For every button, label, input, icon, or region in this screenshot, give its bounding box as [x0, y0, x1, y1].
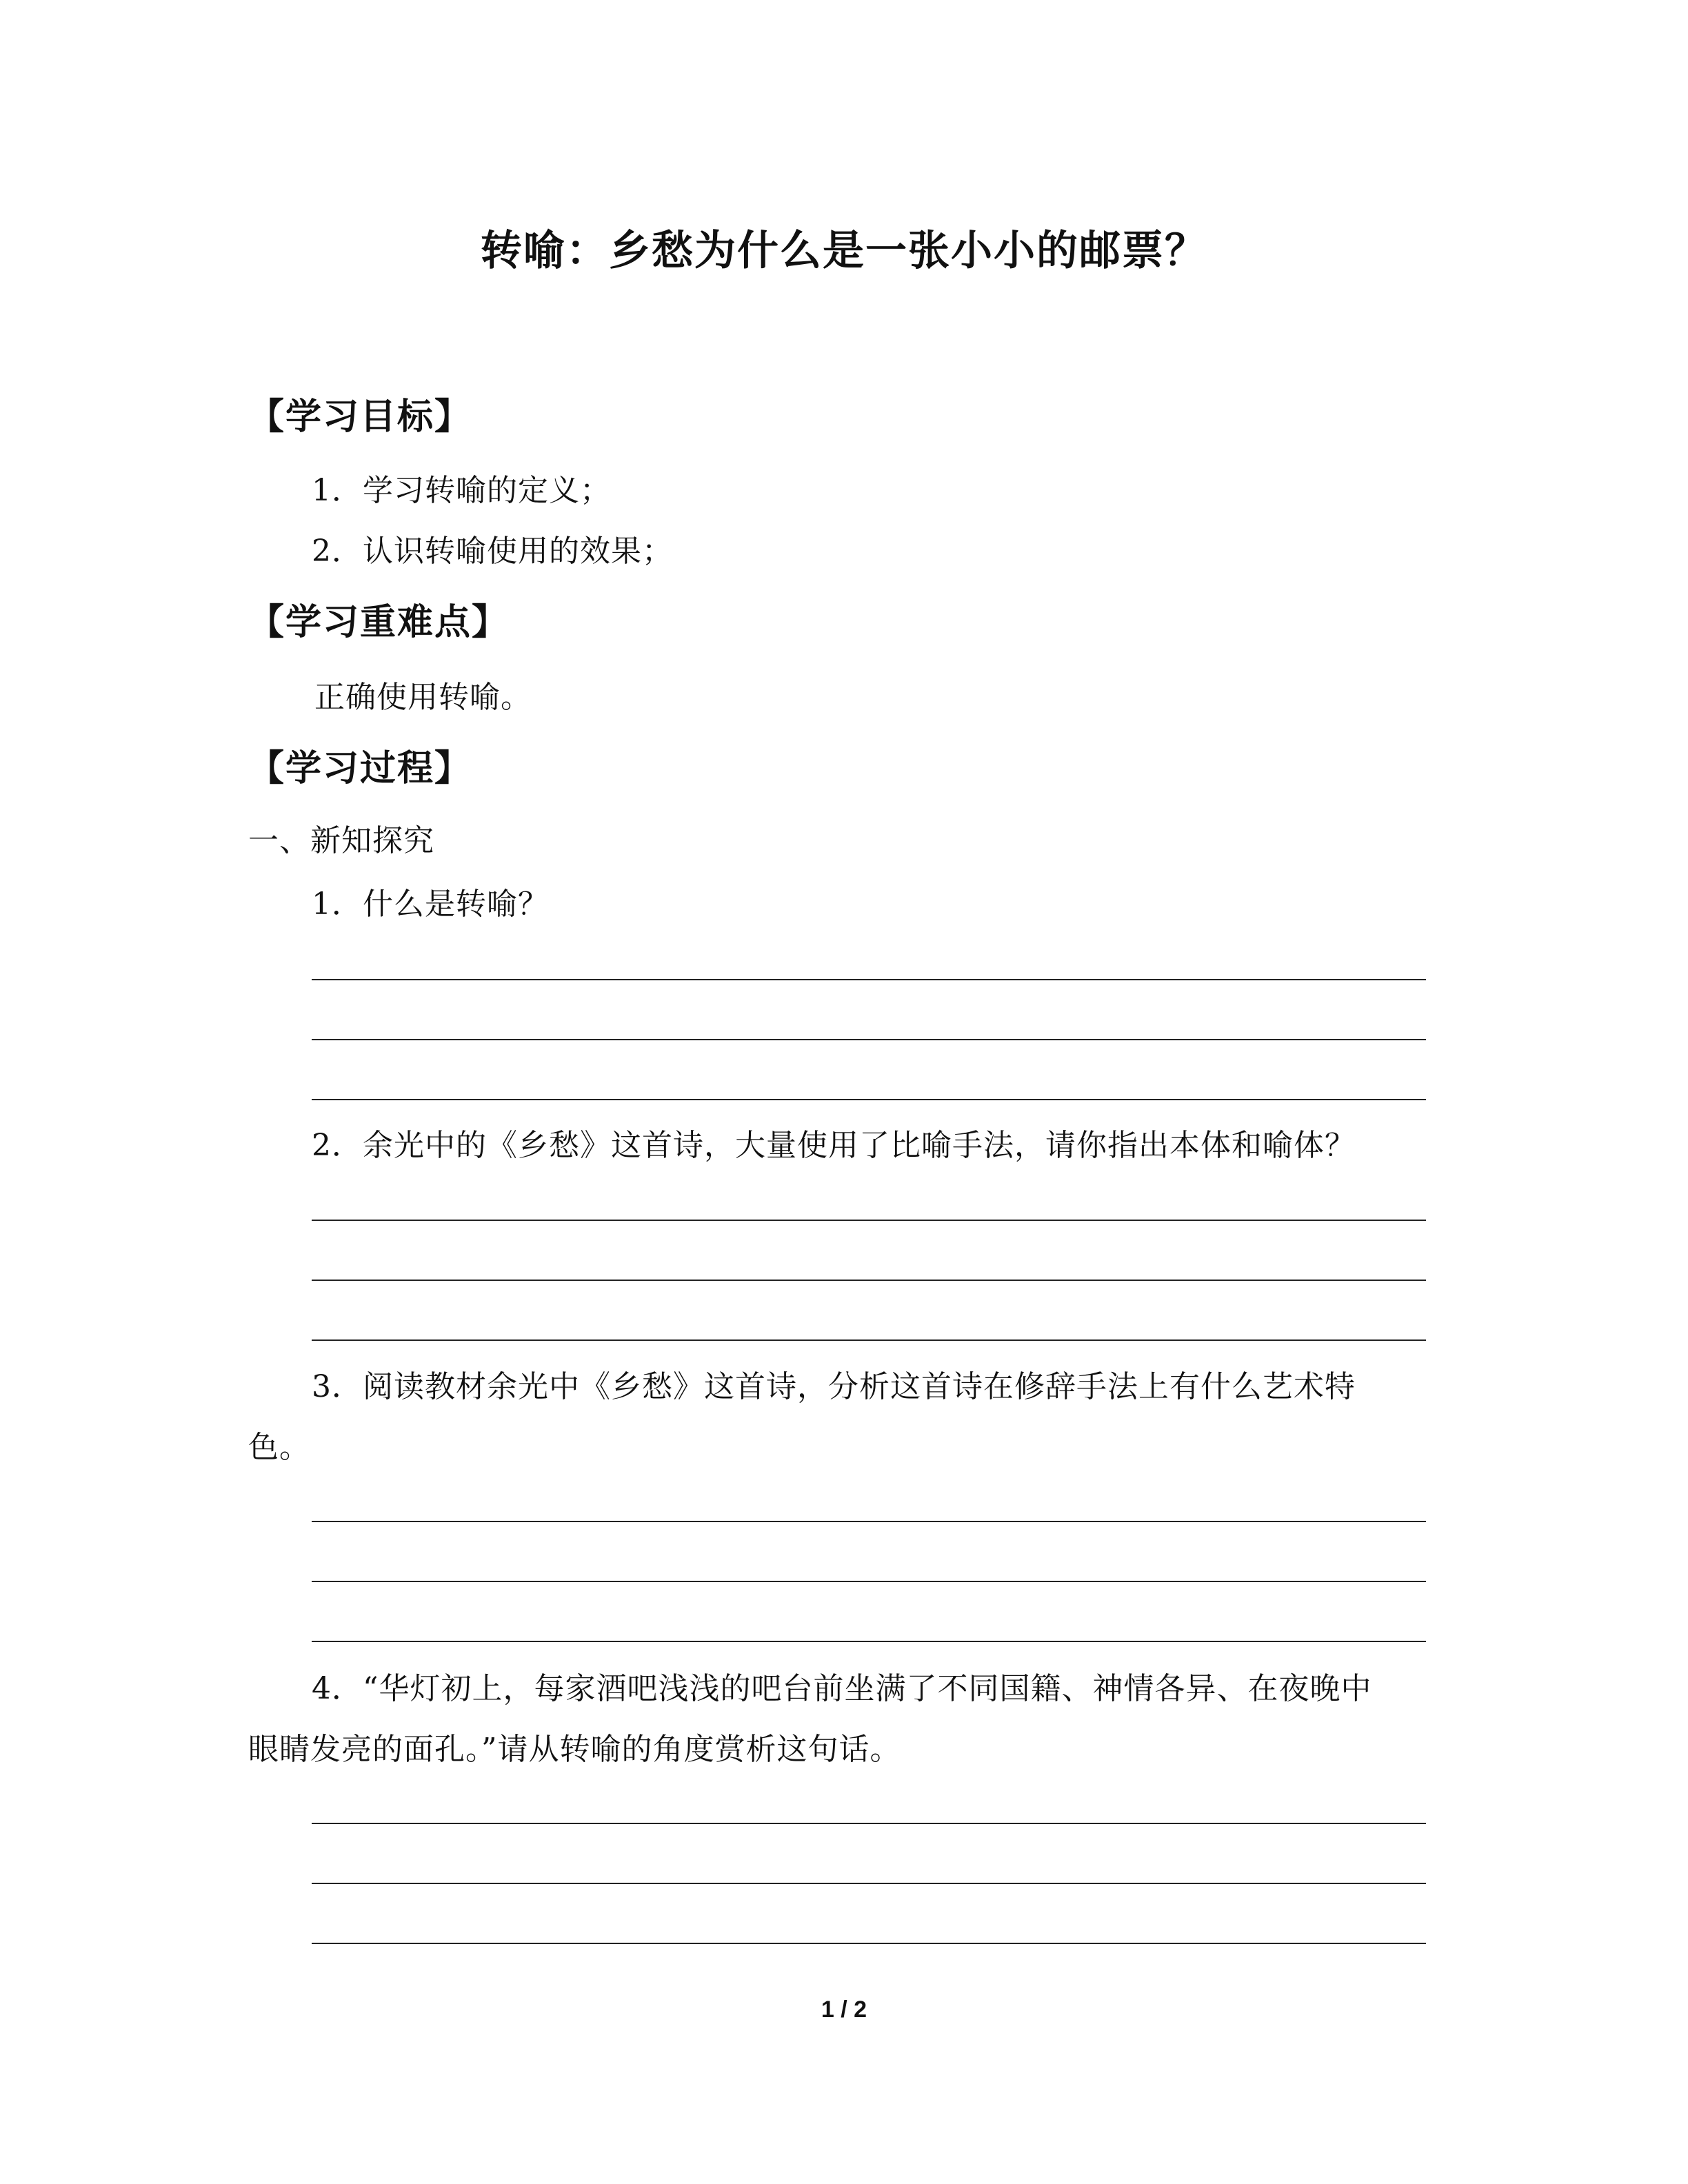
page-title: 转喻：乡愁为什么是一张小小的邮票？ [481, 227, 1207, 275]
goal-item-2: 2．认识转喻使用的效果； [312, 534, 673, 569]
answer-line[interactable] [312, 1339, 1426, 1341]
question-2: 2．余光中的《乡愁》这首诗，大量使用了比喻手法，请你指出本体和喻体？ [312, 1128, 1356, 1163]
page-number: 1 / 2 [821, 1996, 867, 2023]
goal-item-1: 1．学习转喻的定义； [312, 473, 611, 508]
question-3-line-2: 色。 [248, 1430, 310, 1465]
answer-line[interactable] [312, 1823, 1426, 1824]
answer-line[interactable] [312, 1521, 1426, 1522]
section-heading-process: 【学习过程】 [248, 747, 472, 789]
question-1: 1．什么是转喻？ [312, 887, 549, 922]
answer-line[interactable] [312, 1280, 1426, 1281]
key-points-text: 正确使用转喻。 [314, 680, 532, 715]
answer-line[interactable] [312, 1039, 1426, 1040]
answer-line[interactable] [312, 1581, 1426, 1582]
question-3-line-1: 3．阅读教材余光中《乡愁》这首诗，分析这首诗在修辞手法上有什么艺术特 [312, 1369, 1356, 1404]
answer-line[interactable] [312, 979, 1426, 980]
answer-line[interactable] [312, 1099, 1426, 1100]
section-heading-key-points: 【学习重难点】 [248, 601, 510, 643]
answer-line[interactable] [312, 1883, 1426, 1884]
answer-line[interactable] [312, 1220, 1426, 1221]
question-4-line-1: 4．“华灯初上，每家酒吧浅浅的吧台前坐满了不同国籍、神情各异、在夜晚中 [312, 1671, 1372, 1706]
section-heading-goals: 【学习目标】 [248, 396, 472, 438]
answer-line[interactable] [312, 1641, 1426, 1642]
sub-heading-new-knowledge: 一、新知探究 [248, 823, 434, 858]
question-4-line-2: 眼睛发亮的面孔。”请从转喻的角度赏析这句话。 [248, 1732, 901, 1767]
answer-line[interactable] [312, 1943, 1426, 1944]
